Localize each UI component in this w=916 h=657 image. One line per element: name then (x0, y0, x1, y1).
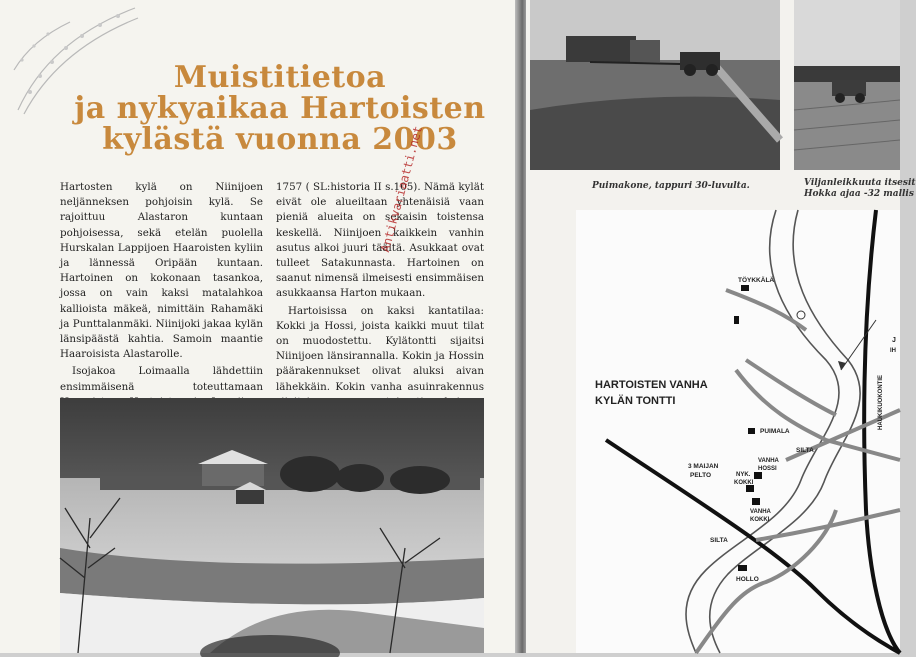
winter-village-photo (60, 398, 484, 653)
text-column-1 (60, 180, 263, 427)
label-road: HAUKIKUOKONTIE (878, 375, 884, 430)
article-title (60, 62, 500, 155)
threshing-machine-photo (530, 0, 780, 170)
label-vanha-hossi-1: VANHA (758, 458, 779, 464)
paragraph: Isojakoa Loimaalla lähdettiin ensimmäisenä toteuttamaan (60, 365, 263, 393)
watermark: Antikvariaatti.net (378, 124, 426, 254)
label-toykkala: TÖYKKÄLÄ (738, 277, 775, 284)
village-map (576, 210, 900, 653)
black-road (606, 440, 900, 653)
harvesting-photo (794, 0, 900, 170)
label-puimala: PUIMALA (760, 428, 790, 435)
label-vanha-kokki-1: VANHA (750, 509, 771, 515)
paragraph: Hartosten kylä on Niinijoen neljänneksen pohjoisin kylä. Se rajoittuu Alastaron kuntaan pohjoisessa, sekä etelän puolella Hurskalan Lappijoen Haaroisten kyliin ja lännessä Oripään kuntaan. Hartoinen on kokonaan tasankoa, jossa on vain kaksi matalahkoa kallioista mäkeä, nimittäin Rahamäki ja Punttalanmäki. Niinijoki jakaa kylän länsipäästä kahtia. Samoin maantie Haaroisista Alastarolle. (60, 181, 263, 361)
label-silta-lower: SILTA (710, 537, 728, 544)
haukikuokontie-road (864, 210, 900, 653)
paragraph: 1757 ( SL:historia II s.105). Nämä kylät eivät ole alueiltaan yhtenäisiä vaan pieniä alueita on sekaisin toistensa keskellä. Niinijoen kaikkein vanhin asutus alkoi juuri täältä. Asukkaat ovat tulleet Satakunnasta. Hartoinen on saanut nimensä ilmeisesti ensimmäisen asukkaansa Harton mukaan. (276, 181, 484, 300)
building-hollo (738, 565, 747, 571)
caption-line: Viljanleikkuuta itsesit (804, 178, 916, 188)
photo-caption: Puimakone, tappuri 30-luvulta. (592, 181, 750, 191)
title-line: kylästä vuonna 2003 (102, 122, 458, 157)
label-hollo: HOLLO (736, 576, 759, 583)
label-nyk-kokki-2: KOKKI (734, 480, 754, 486)
label-edge-ih: IH (890, 348, 896, 354)
photo-caption (804, 178, 916, 200)
label-pelto: PELTO (690, 472, 712, 479)
title-line: ja nykyaikaa Hartoisten (74, 91, 486, 126)
label-nyk-kokki-1: NYK. (736, 472, 751, 478)
label-edge-j: J (892, 337, 896, 344)
map-title-line: KYLÄN TONTTI (595, 395, 676, 407)
building-toykkala (741, 285, 749, 291)
label-silta-upper: SILTA (796, 447, 814, 454)
right-page (526, 0, 916, 653)
paragraph: Hartoisissa on kaksi kantatilaa: Kokki ja Hossi, joista kaikki muut tilat on muodostettu. Kylätontti sijaitsi Niinijoen länsirannalla. Kokin ja Hossin päärakennukset olivat aluksi aivan lähekkäin. Kokin vanha asuinrakennus (276, 304, 484, 393)
text-column-2 (276, 180, 484, 427)
label-vanha-kokki-2: KOKKI (750, 517, 770, 523)
label-maijan: 3 MAIJAN (688, 463, 719, 470)
building-puimala (748, 428, 755, 434)
title-line: Muistitietoa (173, 60, 387, 95)
building-vanha-kokki (752, 498, 760, 505)
caption-line: Hokka ajaa -32 mallis (804, 189, 914, 199)
building-nyk-kokki (746, 485, 754, 492)
label-vanha-hossi-2: HOSSI (758, 466, 777, 472)
building-toykkala-2 (734, 316, 739, 324)
map-title-line: HARTOISTEN VANHA (595, 379, 708, 391)
building-vanha-hossi (754, 472, 762, 479)
